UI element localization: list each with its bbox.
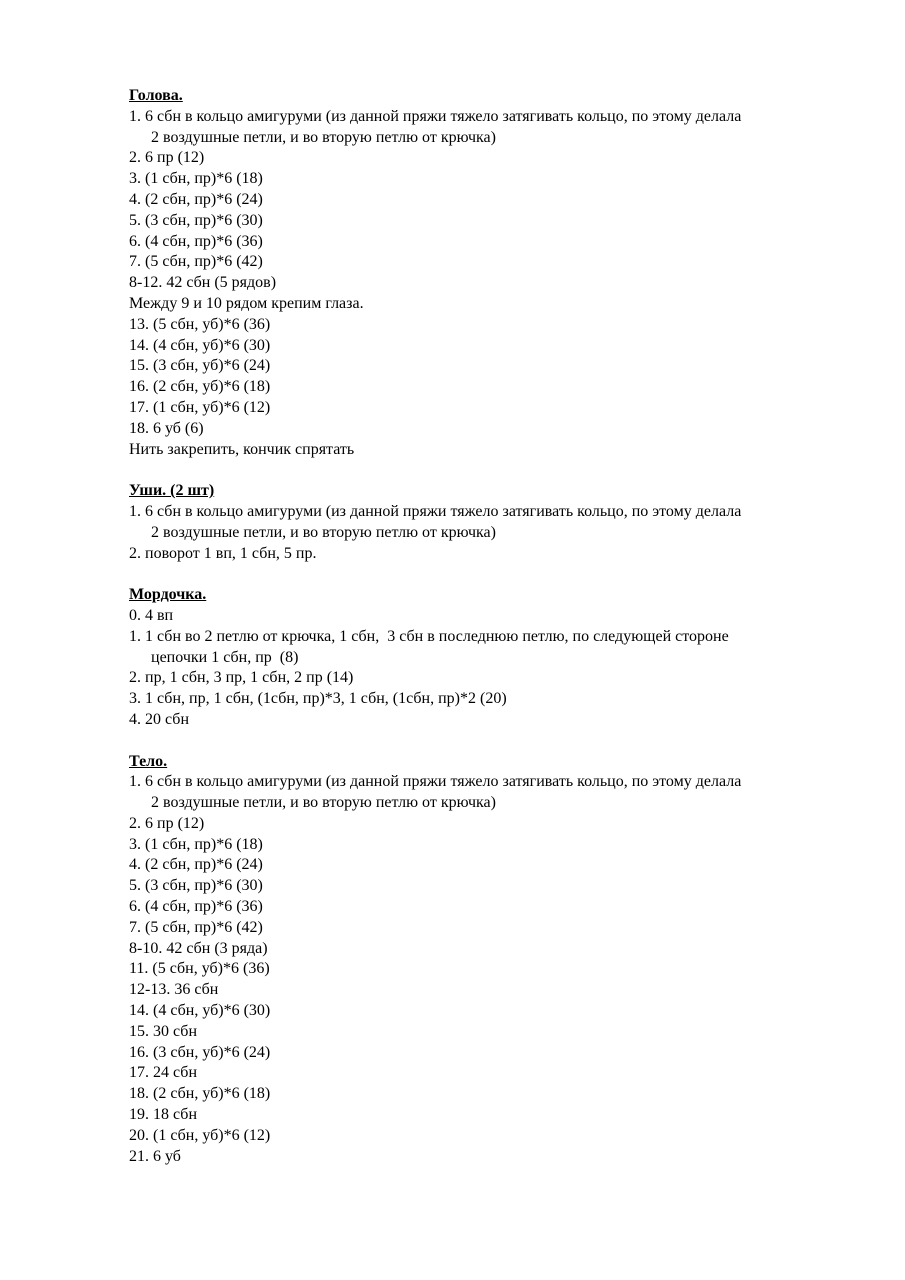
section-heading: Голова. [129,87,183,104]
pattern-line: 14. (4 сбн, уб)*6 (30) [129,1002,271,1020]
pattern-line: 6. (4 сбн, пр)*6 (36) [129,898,263,916]
document-page [129,86,849,1188]
pattern-line: 11. (5 сбн, уб)*6 (36) [129,960,270,978]
pattern-line: 16. (2 сбн, уб)*6 (18) [129,378,271,396]
pattern-line-continuation: 2 воздушные петли, и во вторую петлю от крючка) [151,523,496,541]
pattern-line: 3. (1 сбн, пр)*6 (18) [129,170,263,188]
pattern-line: 2. 6 пр (12) [129,814,205,832]
pattern-line: 8-10. 42 сбн (3 ряда) [129,939,268,957]
pattern-line: 7. (5 сбн, пр)*6 (42) [129,253,263,271]
pattern-line-continuation: цепочки 1 сбн, пр (8) [151,648,299,666]
pattern-line: 12-13. 36 сбн [129,981,219,999]
section-ears [129,481,849,564]
section-body [129,752,849,1168]
pattern-line: 16. (3 сбн, уб)*6 (24) [129,1043,271,1061]
pattern-line: 13. (5 сбн, уб)*6 (36) [129,315,271,333]
section-heading: Уши. (2 шт) [129,482,215,500]
pattern-line: 21. 6 уб [129,1147,181,1165]
pattern-line: 19. 18 сбн [129,1106,197,1124]
pattern-line: 1. 6 сбн в кольцо амигуруми (из данной пряжи тяжело затягивать кольцо, по этому делала [129,107,742,125]
pattern-note: Между 9 и 10 рядом крепим глаза. [129,294,364,312]
section-heading: Мордочка. [129,586,207,604]
pattern-line: 20. (1 сбн, уб)*6 (12) [129,1126,271,1144]
pattern-line: 4. (2 сбн, пр)*6 (24) [129,190,263,208]
pattern-line: 2. 6 пр (12) [129,149,205,167]
section-heading: Тело. [129,752,168,770]
pattern-line: 18. (2 сбн, уб)*6 (18) [129,1085,271,1103]
pattern-line: 14. (4 сбн, уб)*6 (30) [129,336,271,354]
pattern-line: 7. (5 сбн, пр)*6 (42) [129,918,263,936]
pattern-line-continuation: 2 воздушные петли, и во вторую петлю от крючка) [151,794,496,812]
pattern-note: Нить закрепить, кончик спрятать [129,440,355,458]
pattern-line: 18. 6 уб (6) [129,419,204,437]
section-head [129,86,849,460]
pattern-line: 1. 1 сбн во 2 петлю от крючка, 1 сбн, 3 сбн в последнюю петлю, по следующей стороне [129,627,729,645]
pattern-line: 1. 6 сбн в кольцо амигуруми (из данной пряжи тяжело затягивать кольцо, по этому делала [129,773,742,791]
pattern-line: 8-12. 42 сбн (5 рядов) [129,274,277,292]
pattern-line: 0. 4 вп [129,606,174,624]
pattern-line: 4. 20 сбн [129,710,189,728]
pattern-line: 2. пр, 1 сбн, 3 пр, 1 сбн, 2 пр (14) [129,669,354,687]
pattern-line: 15. 30 сбн [129,1022,197,1040]
pattern-line: 6. (4 сбн, пр)*6 (36) [129,232,263,250]
pattern-line: 3. (1 сбн, пр)*6 (18) [129,835,263,853]
pattern-line: 1. 6 сбн в кольцо амигуруми (из данной пряжи тяжело затягивать кольцо, по этому делала [129,502,742,520]
pattern-line: 4. (2 сбн, пр)*6 (24) [129,856,263,874]
section-muzzle [129,585,849,731]
pattern-line: 17. (1 сбн, уб)*6 (12) [129,398,271,416]
pattern-line: 17. 24 сбн [129,1064,197,1082]
pattern-line: 15. (3 сбн, уб)*6 (24) [129,357,271,375]
pattern-line-continuation: 2 воздушные петли, и во вторую петлю от крючка) [151,128,496,146]
pattern-line: 2. поворот 1 вп, 1 сбн, 5 пр. [129,544,317,562]
pattern-line: 5. (3 сбн, пр)*6 (30) [129,211,263,229]
pattern-line: 3. 1 сбн, пр, 1 сбн, (1сбн, пр)*3, 1 сбн, (1сбн, пр)*2 (20) [129,690,507,708]
pattern-line: 5. (3 сбн, пр)*6 (30) [129,877,263,895]
